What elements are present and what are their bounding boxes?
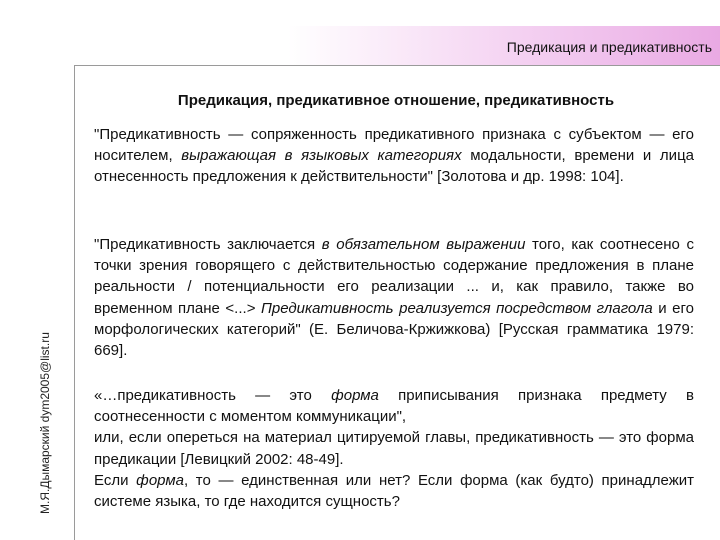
quote-zolotova (94, 124, 694, 188)
commentary-text: или, если опереться на материал цитируемой главы, предикативность — это форма предикации [Левицкий 2002: 48-49]. (94, 429, 694, 468)
slide-title: Предикация и предикативность (506, 39, 712, 55)
quote-belichova (94, 234, 694, 361)
quote-text: "Предикативность — сопряженность предикативного признака с субъектом — его носителем, (94, 126, 694, 165)
quote-text: и его морфологических категорий" (Е. Беличова-Кржижкова) [Русская грамматика 1979: 669]. (94, 299, 694, 360)
question-emphasis: форма (136, 471, 184, 489)
quote-text: "Предикативность заключается (94, 236, 322, 253)
quote-emphasis: форма (331, 387, 379, 404)
author-credit: М.Я.Дымарский dym2005@list.ru (38, 332, 52, 514)
quote-emphasis: выражающая в языковых категориях (181, 147, 462, 165)
quote-levitsky (94, 385, 694, 512)
sidebar-divider (74, 65, 75, 540)
question-text: Если (94, 471, 137, 489)
quote-text: того, как соотнесено с точки зрения говорящего с действительностью содержание предложения в плане реальности / потенциальности его реализации ... и, как правило, также во временном плане <...> (94, 236, 694, 317)
quote-text: модальности, времени и лица отнесенность предложения к действительности" [Золотова и др. 1998: 104]. (94, 147, 694, 186)
quote-text: «…предикативность — это (94, 387, 332, 404)
slide-heading: Предикация, предикативное отношение, предикативность (177, 92, 615, 109)
question-text: , то — единственная или нет? Если форма (как будто) принадлежит системе языка, то где находится сущность? (94, 471, 694, 511)
quote-emphasis: в обязательном выражении (321, 236, 526, 253)
header-divider (74, 65, 720, 66)
quote-emphasis: Предикативность реализуется посредством глагола (260, 299, 653, 317)
quote-text: приписывания признака предмету в соотнесенности с моментом коммуникации", (94, 387, 694, 426)
